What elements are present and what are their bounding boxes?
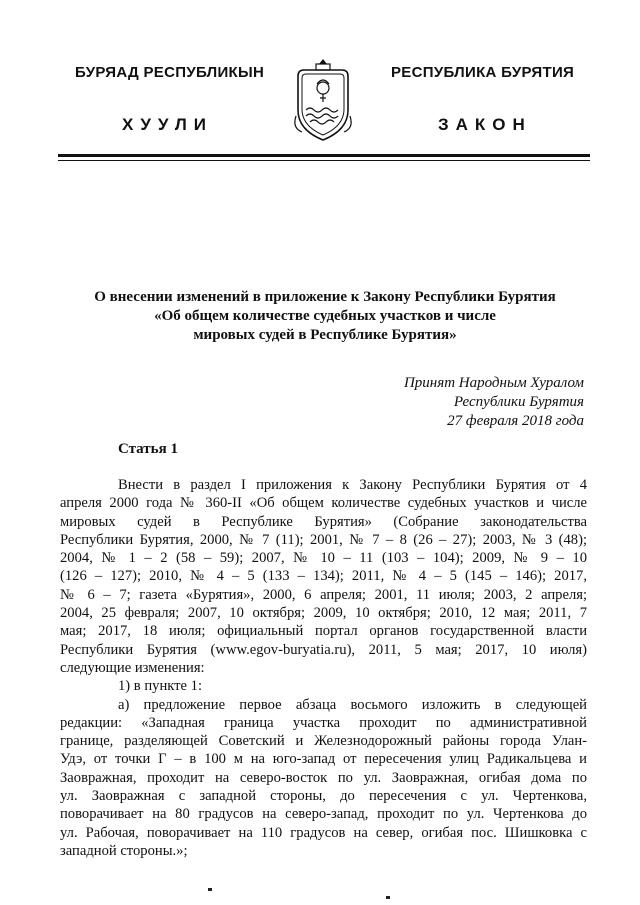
text-line: Внести в раздел I приложения к Закону Республики Бурятия от 4 (118, 477, 587, 493)
text-line: Удэ, от точки Г – в 100 м на юго-запад от пересечения улиц Радикальцева и (60, 751, 587, 768)
text-line: редакции: «Западная граница участка проходит по административной (60, 714, 587, 731)
article-body (60, 476, 587, 860)
scan-mark (386, 896, 390, 899)
paragraph-1 (60, 476, 587, 677)
text-line: поворачивает на 80 градусов на северо-запад, проходит по ул. Чертенкова до (60, 806, 587, 823)
text-line: а) предложение первое абзаца восьмого изложить в следующей (118, 696, 587, 713)
text-line: апреля 2000 года № 360-II «Об общем количестве судебных участков и числе (60, 495, 587, 512)
subitem-a (60, 696, 587, 861)
adoption-line-1: Принят Народным Хуралом (403, 375, 584, 391)
text-line: 2004, 25 февраля; 2007, 10 октября; 2009, 10 октября; 2010, 12 мая; 2011, 7 (60, 605, 587, 622)
header-divider-thin (58, 160, 590, 161)
law-title-line-2: «Об общем количестве судебных участков и числе (154, 308, 496, 324)
adoption-line-2: Республики Бурятия (453, 394, 584, 410)
text-line: западной стороны.»; (60, 842, 188, 859)
text-line: мая; 2017, 18 июля; официальный портал органов государственной власти (60, 623, 587, 640)
item-1: 1) в пункте 1: (118, 678, 203, 695)
text-line: границе, разделяющей Советский и Железнодорожный районы города Улан- (60, 733, 587, 750)
law-title-line-3: мировых судей в Республике Бурятия» (193, 327, 457, 343)
scan-mark (208, 888, 212, 891)
text-line: мировых судей в Республике Бурятия» (Собрание законодательства (60, 513, 587, 530)
law-title (60, 288, 590, 345)
header-right-subtitle: ЗАКОН (438, 115, 532, 134)
text-line: (126 – 127); 2010, № 4 – 5 (133 – 134); 2011, № 4 – 5 (145 – 146); 2017, (60, 568, 587, 585)
text-line: ул. Заовражная с западной стороны, до пересечения с ул. Чертенкова, (60, 788, 587, 805)
header-left-title: БУРЯАД РЕСПУБЛИКЫН (75, 64, 265, 81)
adoption-line-3: 27 февраля 2018 года (447, 413, 584, 429)
text-line: следующие изменения: (60, 659, 205, 676)
header-left-subtitle: ХУУЛИ (122, 115, 213, 134)
text-line: Заовражная, проходит на северо-восток по ул. Заовражная, огибая дома по (60, 769, 587, 786)
adoption-note (404, 374, 584, 431)
header-divider-thick (58, 154, 590, 157)
article-heading: Статья 1 (118, 441, 178, 457)
header-right-title: РЕСПУБЛИКА БУРЯТИЯ (391, 64, 575, 81)
text-line: № 6 – 7; газета «Бурятия», 2000, 6 апреля; 2001, 11 июля; 2003, 2 апреля; (60, 586, 587, 603)
coat-of-arms-icon (290, 58, 356, 142)
text-line: 2004, № 1 – 2 (58 – 59); 2007, № 10 – 11 (103 – 104); 2009, № 9 – 10 (60, 550, 587, 567)
text-line: Республики Бурятия, 2000, № 7 (11); 2001, № 7 – 8 (26 – 27); 2003, № 3 (48); (60, 531, 587, 548)
text-line: ул. Рабочая, поворачивает на 110 градусов на север, огибая пос. Шишковка с (60, 824, 587, 841)
text-line: Республики Бурятия (www.egov-buryatia.ru), 2011, 5 мая; 2017, 10 июля) (60, 641, 587, 658)
law-title-line-1: О внесении изменений в приложение к Закону Республики Бурятия (94, 289, 556, 305)
